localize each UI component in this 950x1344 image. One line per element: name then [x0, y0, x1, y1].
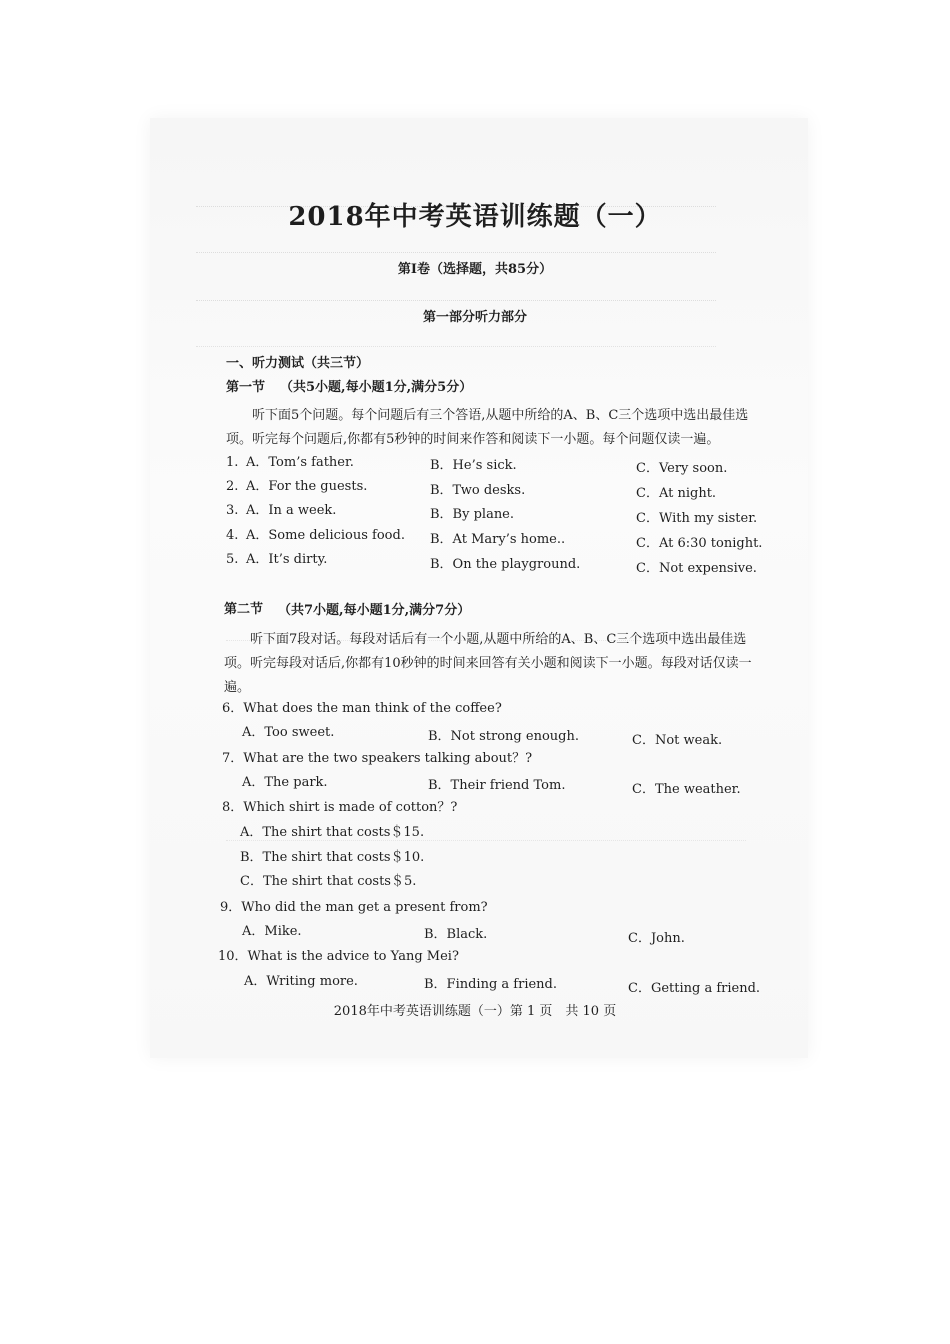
option-a: A．Too sweet.: [242, 725, 335, 740]
option-a: A．It’s dirty.: [246, 552, 328, 567]
option-c: C．The weather.: [632, 782, 741, 797]
part-one-label: 第一部分听力部分: [422, 310, 527, 325]
question-stem: 9．Who did the man get a present from?: [220, 900, 488, 915]
option-c: C．Getting a friend.: [628, 981, 761, 996]
question-stem: 8．Which shirt is made of cotton？?: [222, 800, 458, 815]
option-c: C．Not weak.: [632, 733, 723, 748]
option-b: B．The shirt that costs＄10.: [240, 850, 425, 865]
option-a: A．For the guests.: [246, 479, 368, 494]
option-c: C．Very soon.: [636, 461, 728, 476]
page-footer: 2018年中考英语训练题（一）第 1 页 共 10 页: [333, 1004, 617, 1019]
option-b: B．On the playground.: [430, 557, 581, 572]
page-title: 2018年中考英语训练题（一）: [288, 202, 662, 232]
question-stem: 10．What is the advice to Yang Mei?: [218, 949, 459, 964]
question-number: 1.: [226, 455, 239, 470]
option-b: B．Two desks.: [430, 483, 526, 498]
sec1-note: （共5小题,每小题1分,满分5分）: [280, 380, 473, 395]
option-a: A．The shirt that costs＄15.: [240, 825, 425, 840]
option-a: A．Some delicious food.: [246, 528, 405, 543]
option-b: B．Finding a friend.: [424, 977, 557, 992]
option-b: B．Black.: [424, 927, 488, 942]
question-stem: 7．What are the two speakers talking about？?: [222, 751, 533, 766]
sec1-heading: 第一节: [226, 380, 266, 395]
question-stem: 6．What does the man think of the coffee?: [222, 701, 502, 716]
option-a: A．In a week.: [246, 503, 337, 518]
option-a: A．Mike.: [242, 924, 302, 939]
question-number: 5.: [226, 552, 239, 567]
question-number: 2.: [226, 479, 239, 494]
option-c: C．With my sister.: [636, 511, 758, 526]
section-heading: 一、听力测试（共三节）: [226, 356, 370, 371]
option-c: C．Not expensive.: [636, 561, 757, 576]
sec1-instructions: 听下面5个问题。每个问题后有三个答语,从题中所给的A、B、C三个选项中选出最佳选项。听完每个问题后,你都有5秒钟的时间来作答和阅读下一小题。每个问题仅读一遍。: [226, 408, 749, 447]
option-b: B．He’s sick.: [430, 458, 517, 473]
option-b: B．Not strong enough.: [428, 729, 579, 744]
option-c: C．The shirt that costs＄5.: [240, 874, 417, 889]
option-c: C．At 6:30 tonight.: [636, 536, 763, 551]
sec2-instructions: 听下面7段对话。每段对话后有一个小题,从题中所给的A、B、C三个选项中选出最佳选项。听完每段对话后,你都有10秒钟的时间来回答有关小题和阅读下一小题。每段对话仅读一遍。: [224, 632, 752, 695]
paper-part-label: 第Ⅰ卷（选择题，共85分）: [397, 262, 553, 277]
question-number: 4.: [226, 528, 239, 543]
option-a: A．Tom’s father.: [246, 455, 354, 470]
option-c: C．At night.: [636, 486, 717, 501]
sec2-note: （共7小题,每小题1分,满分7分）: [278, 603, 471, 618]
option-a: A．Writing more.: [244, 974, 358, 989]
option-c: C．John.: [628, 931, 685, 946]
option-a: A．The park.: [242, 775, 328, 790]
question-number: 3.: [226, 503, 239, 518]
option-b: B．At Mary’s home..: [430, 532, 566, 547]
option-b: B．By plane.: [430, 507, 515, 522]
option-b: B．Their friend Tom.: [428, 778, 566, 793]
sec2-heading: 第二节: [224, 602, 264, 617]
